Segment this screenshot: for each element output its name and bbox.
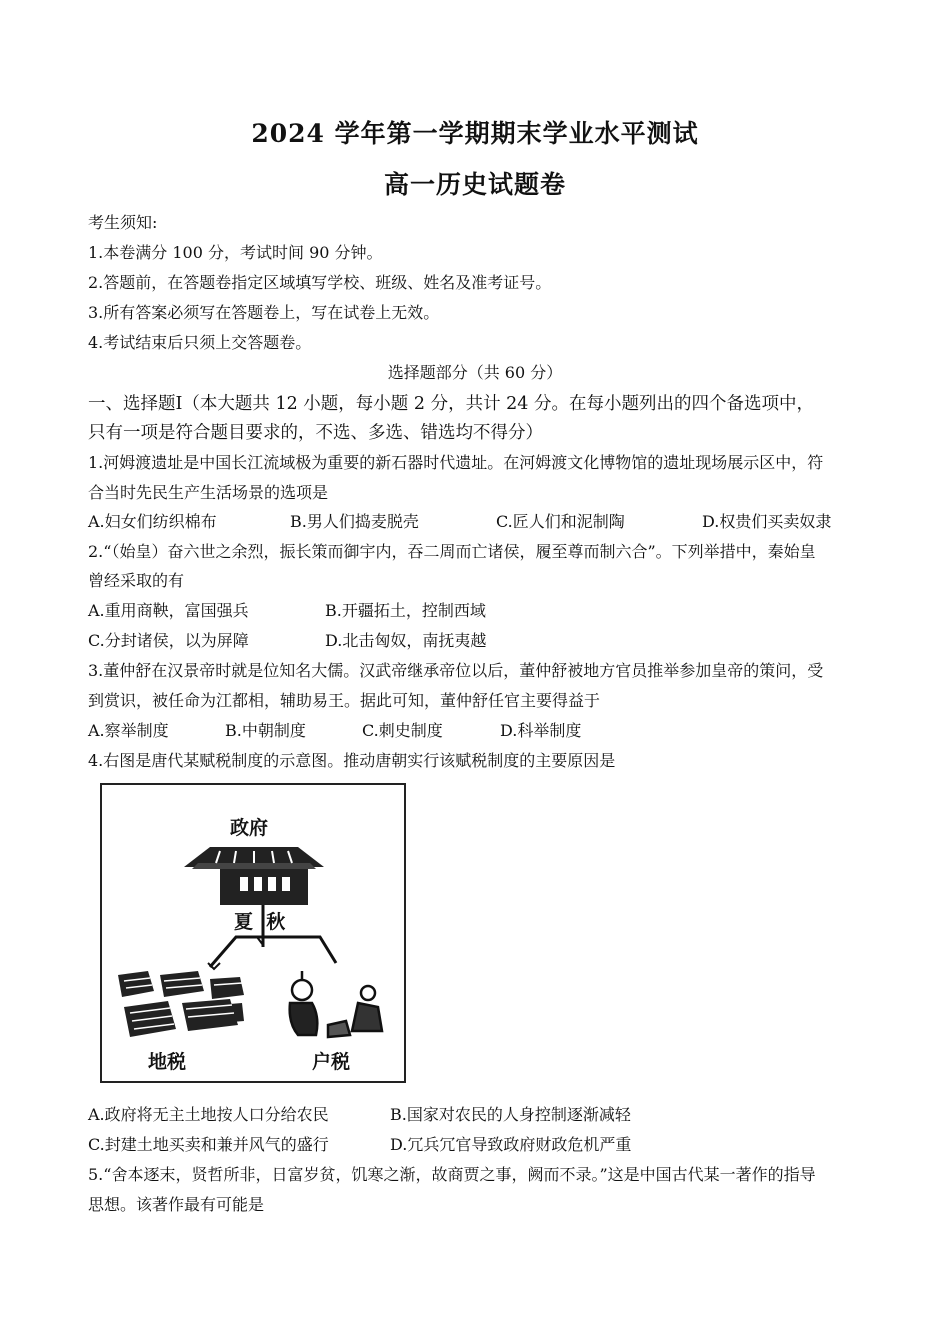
section-instruction: 一、选择题Ⅰ（本大题共 12 小题，每小题 2 分，共计 24 分。在每小题列出的四个备选项中， (88, 394, 814, 414)
question-1-stem: 合当时先民生产生活场景的选项是 (88, 483, 329, 502)
notice-heading: 考生须知: (88, 213, 158, 232)
notice-item: 3.所有答案必须写在答题卷上，写在试卷上无效。 (88, 303, 440, 322)
question-4-option-d: D.冗兵冗官导致政府财政危机严重 (390, 1135, 632, 1154)
question-3-stem: 到赏识，被任命为江都相，辅助易王。据此可知，董仲舒任官主要得益于 (88, 691, 601, 710)
question-1-option-b: B.男人们捣麦脱壳 (290, 512, 419, 531)
question-2-option-b: B.开疆拓土，控制西域 (325, 601, 486, 620)
question-4-option-c: C.封建土地买卖和兼并风气的盛行 (88, 1135, 329, 1154)
question-1-option-d: D.权贵们买卖奴隶 (702, 512, 832, 531)
question-3-option-d: D.科举制度 (500, 721, 582, 740)
label-land-tax: 地税 (148, 1051, 187, 1073)
question-3-stem: 3.董仲舒在汉景帝时就是位知名大儒。汉武帝继承帝位以后，董仲舒被地方官员推举参加皇帝的策问，受 (88, 661, 824, 680)
farmland-fields-icon (118, 971, 244, 1037)
section-title: 选择题部分（共 60 分） (387, 363, 563, 382)
question-1-option-c: C.匠人们和泥制陶 (496, 512, 625, 531)
building-body-icon (220, 869, 308, 905)
question-4-option-b: B.国家对农民的人身控制逐渐减轻 (390, 1105, 631, 1124)
question-5-stem: 思想。该著作最有可能是 (88, 1195, 265, 1214)
question-3-option-b: B.中朝制度 (225, 721, 306, 740)
label-government: 政府 (230, 817, 269, 839)
question-2-stem: 曾经采取的有 (88, 571, 185, 590)
question-3-option-a: A.察举制度 (88, 721, 169, 740)
question-2-option-c: C.分封诸侯，以为屏障 (88, 631, 249, 650)
farmer-figures-icon (290, 971, 382, 1037)
notice-item: 4.考试结束后只须上交答题卷。 (88, 333, 312, 352)
notice-item: 1.本卷满分 100 分，考试时间 90 分钟。 (88, 243, 383, 262)
notice-item: 2.答题前，在答题卷指定区域填写学校、班级、姓名及准考证号。 (88, 273, 552, 292)
question-4-stem: 4.右图是唐代某赋税制度的示意图。推动唐朝实行该赋税制度的主要原因是 (88, 751, 616, 770)
question-1-stem: 1.河姆渡遗址是中国长江流域极为重要的新石器时代遗址。在河姆渡文化博物馆的遗址现场展示区中，符 (88, 453, 824, 472)
label-seasons: 夏 秋 (234, 911, 286, 933)
label-household-tax: 户税 (312, 1051, 351, 1073)
question-2-option-a: A.重用商鞅，富国强兵 (88, 601, 249, 620)
exam-subtitle: 高一历史试题卷 (383, 170, 566, 199)
tax-system-diagram (100, 783, 406, 1083)
section-instruction: 只有一项是符合题目要求的，不选、多选、错选均不得分） (88, 423, 543, 443)
question-4-option-a: A.政府将无主土地按人口分给农民 (88, 1105, 329, 1124)
question-1-option-a: A.妇女们纺织棉布 (88, 512, 217, 531)
question-3-option-c: C.刺史制度 (362, 721, 443, 740)
question-2-option-d: D.北击匈奴，南抚夷越 (325, 631, 487, 650)
exam-title: 2024 学年第一学期期末学业水平测试 (251, 119, 699, 148)
question-5-stem: 5.“舍本逐末，贤哲所非，日富岁贫，饥寒之渐，故商贾之事，阙而不录。”这是中国古代某一著作的指导 (88, 1165, 816, 1184)
question-2-stem: 2.“（始皇）奋六世之余烈，振长策而御宇内，吞二周而亡诸侯，履至尊而制六合”。下列举措中，秦始皇 (88, 542, 816, 561)
